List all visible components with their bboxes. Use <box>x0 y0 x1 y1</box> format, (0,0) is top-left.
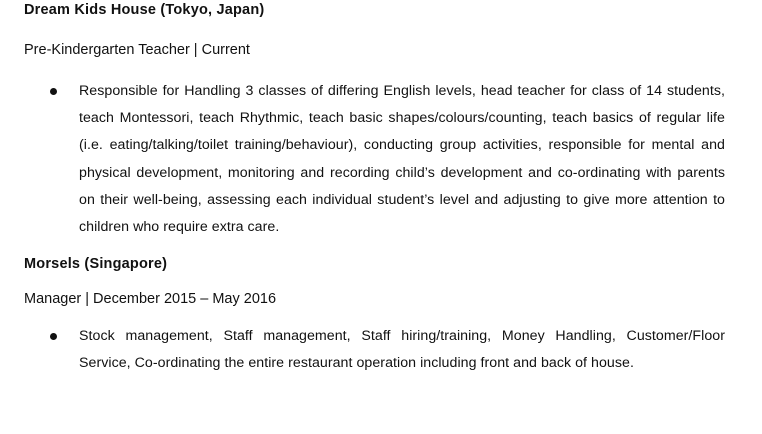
bullet-icon <box>50 88 57 95</box>
employer-name: Dream Kids House (Tokyo, Japan) <box>24 2 265 18</box>
job-title: Pre-Kindergarten Teacher | Current <box>24 42 250 58</box>
job-title: Manager | December 2015 – May 2016 <box>24 291 277 307</box>
duty-text: Stock management, Staff management, Staff hiring/training, Money Handling, Customer/Floor Service, Co-ordinating the entire restaurant operation including front and back of house. <box>79 328 725 372</box>
duty-text: Responsible for Handling 3 classes of differing English levels, head teacher for class of 14 students, teach Montessori, teach Rhythmic, teach basic shapes/colours/counting, teach basics of regular life (i.e. eating/talking/toilet training/behaviour), conducting group activities, responsible for mental and physical development, monitoring and recording child’s development and co-ordinating with parents on their well-being, assessing each individual student’s level and adjusting to give more attention to children who require extra care. <box>79 83 725 236</box>
employer-name: Morsels (Singapore) <box>24 256 168 272</box>
bullet-icon <box>50 333 57 340</box>
